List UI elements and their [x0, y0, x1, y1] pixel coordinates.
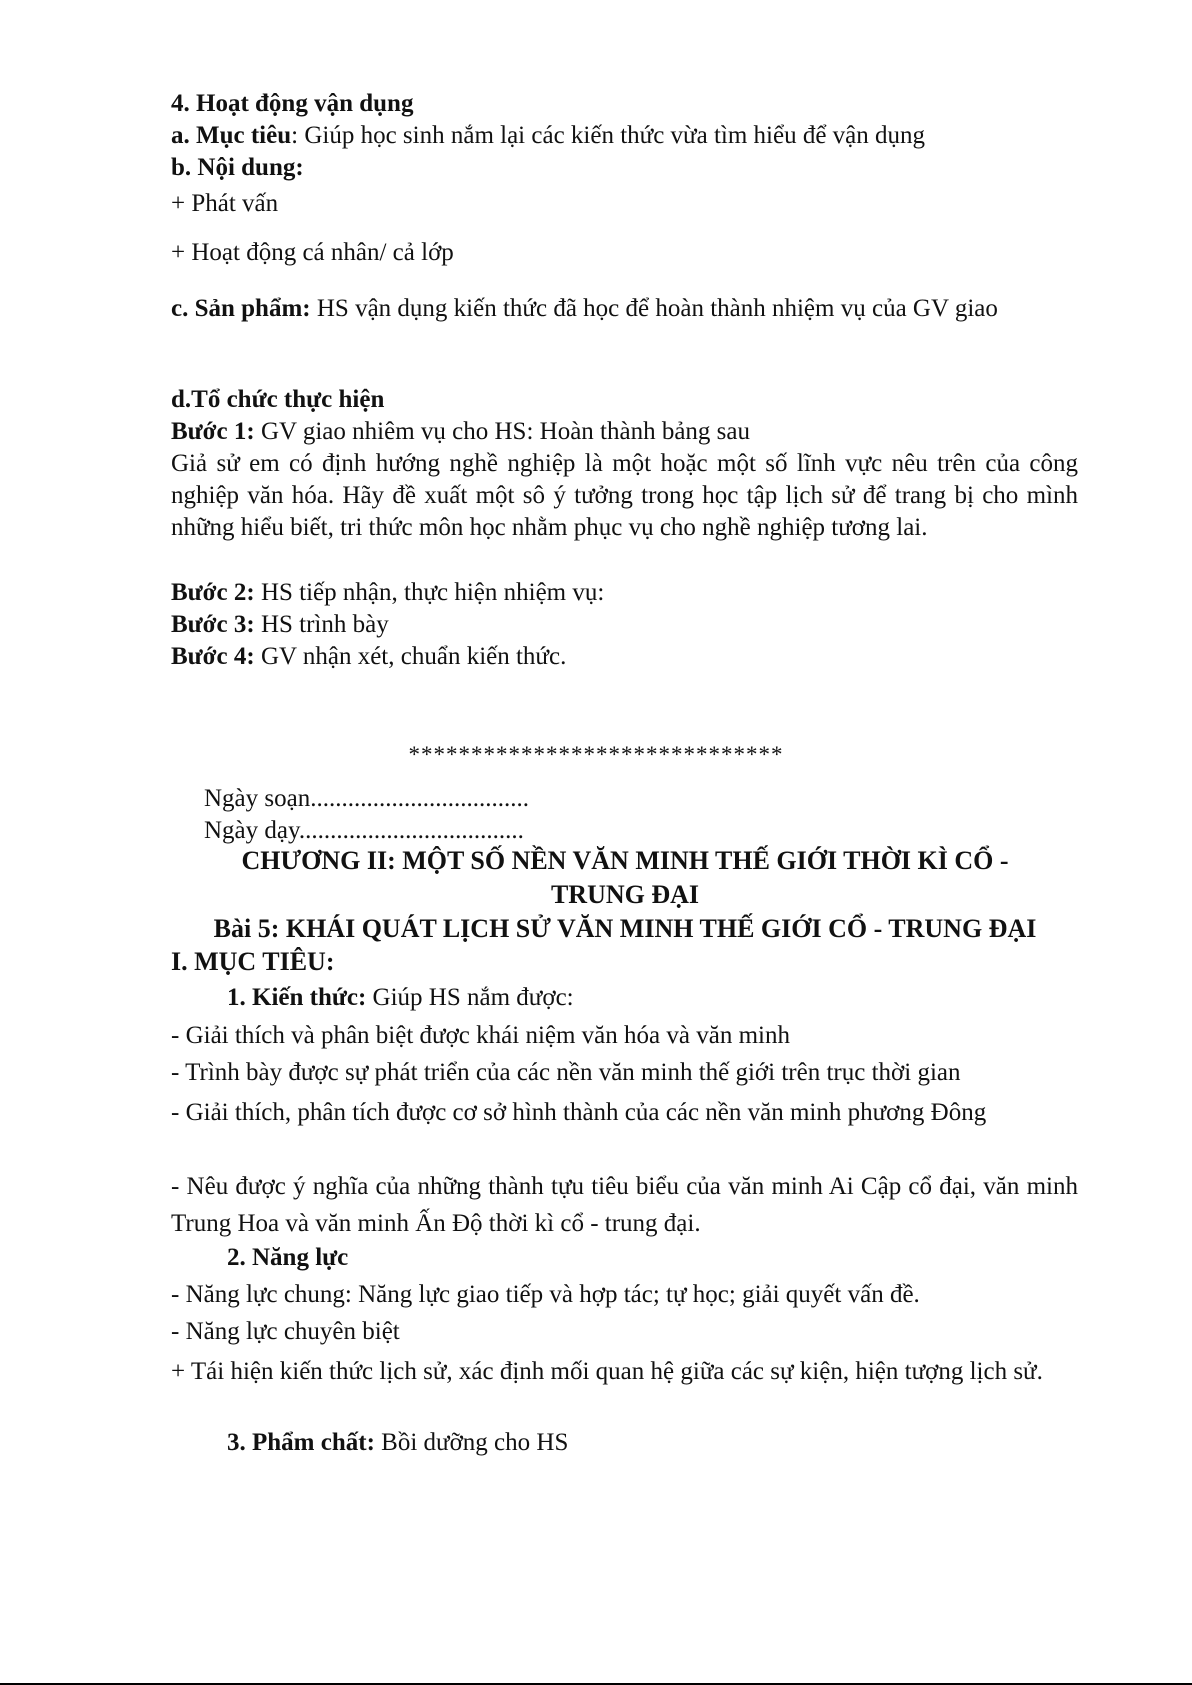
- knowledge-item: - Giải thích, phân tích được cơ sở hình thành của các nền văn minh phương Đông: [171, 1099, 987, 1126]
- competency-item: + Tái hiện kiến thức lịch sử, xác định mối quan hệ giữa các sự kiện, hiện tượng lịch sử.: [171, 1358, 1043, 1385]
- separator-stars: ******************************: [408, 742, 784, 767]
- content-item: + Phát vấn: [171, 190, 279, 217]
- knowledge-item: - Nêu được ý nghĩa của những thành tựu tiêu biểu của văn minh Ai Cập cổ đại, văn minh Trung Hoa và văn minh Ấn Độ thời kì cổ - trung đại.: [171, 1173, 1078, 1237]
- teach-date: Ngày dạy....................................: [204, 817, 524, 844]
- lesson-title: Bài 5: KHÁI QUÁT LỊCH SỬ VĂN MINH THẾ GIỚI CỔ - TRUNG ĐẠI: [213, 914, 1037, 943]
- step-4: Bước 4: GV nhận xét, chuẩn kiến thức.: [171, 643, 567, 670]
- competency-item: - Năng lực chung: Năng lực giao tiếp và hợp tác; tự học; giải quyết vấn đề.: [171, 1281, 920, 1308]
- knowledge-item: - Trình bày được sự phát triển của các nền văn minh thế giới trên trục thời gian: [171, 1059, 961, 1086]
- activity-heading: 4. Hoạt động vận dụng: [171, 90, 414, 117]
- organize-heading: d.Tổ chức thực hiện: [171, 386, 385, 413]
- chapter-title: CHƯƠNG II: MỘT SỐ NỀN VĂN MINH THẾ GIỚI THỜI KÌ CỔ -: [241, 846, 1009, 875]
- content-label: b. Nội dung:: [171, 154, 304, 181]
- step-2: Bước 2: HS tiếp nhận, thực hiện nhiệm vụ:: [171, 579, 605, 606]
- competency-heading: 2. Năng lực: [227, 1244, 349, 1271]
- prep-date: Ngày soạn...................................: [204, 785, 529, 812]
- step-1-paragraph: Giả sử em có định hướng nghề nghiệp là một hoặc một số lĩnh vực nêu trên của công nghiệp văn hóa. Hãy đề xuất một sô ý tưởng trong học tập lịch sử để trang bị cho mình những hiểu biết, tri thức môn học nhằm phục vụ cho nghề nghiệp tương lai.: [171, 450, 1078, 541]
- product-paragraph: c. Sản phẩm: HS vận dụng kiến thức đã học để hoàn thành nhiệm vụ của GV giao: [171, 295, 998, 322]
- qualities-heading: 3. Phẩm chất: Bồi dưỡng cho HS: [227, 1429, 569, 1456]
- chapter-title-line2: TRUNG ĐẠI: [550, 880, 700, 909]
- step-3: Bước 3: HS trình bày: [171, 611, 389, 638]
- objectives-heading: I. MỤC TIÊU:: [171, 947, 335, 976]
- step-1: Bước 1: GV giao nhiêm vụ cho HS: Hoàn thành bảng sau: [171, 418, 751, 445]
- knowledge-heading: 1. Kiến thức: Giúp HS nắm được:: [227, 984, 574, 1011]
- knowledge-item: - Giải thích và phân biệt được khái niệm văn hóa và văn minh: [171, 1022, 790, 1049]
- content-item: + Hoạt động cá nhân/ cả lớp: [171, 239, 454, 266]
- competency-item: - Năng lực chuyên biệt: [171, 1318, 400, 1345]
- objective-line: a. Mục tiêu: Giúp học sinh nắm lại các kiến thức vừa tìm hiểu để vận dụng: [171, 122, 926, 149]
